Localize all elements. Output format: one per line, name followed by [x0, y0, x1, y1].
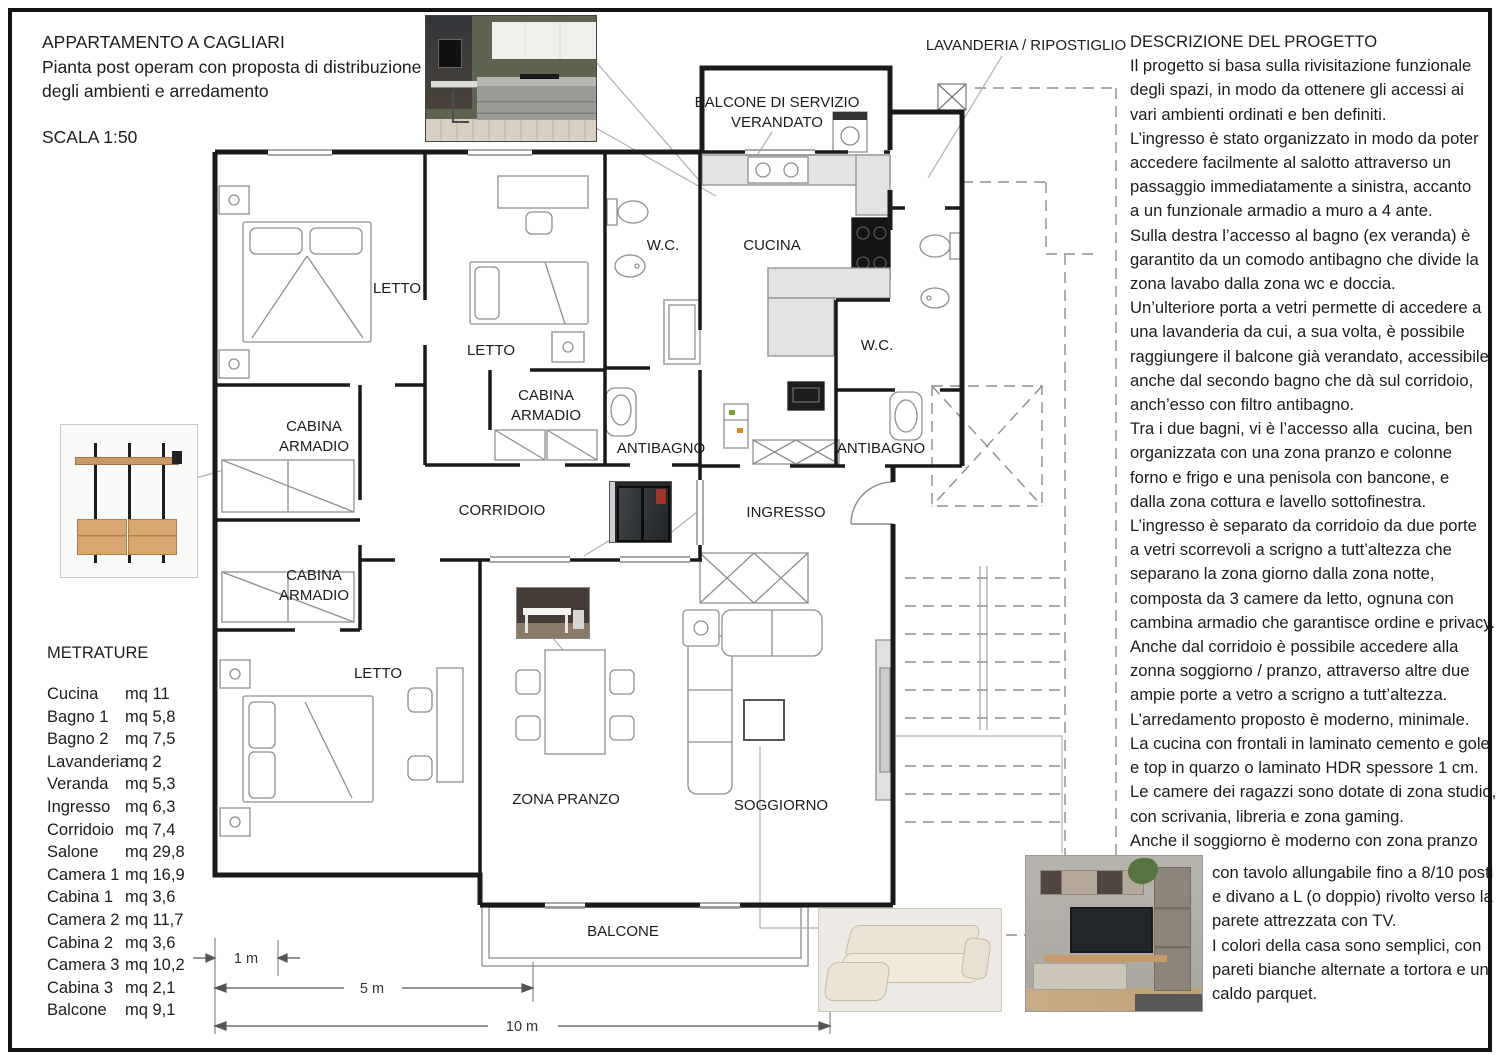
label-corridoio: CORRIDOIO: [458, 502, 546, 519]
description-line: Un’ulteriore porta a vetri permette di accedere a: [1130, 298, 1482, 318]
description-line: organizzata con una zona pranzo e colonne: [1130, 443, 1452, 463]
metrature-row: [47, 708, 237, 731]
metrature-room-name: Bagno 1: [47, 707, 109, 726]
description-line: anch’esso con filtro antibagno.: [1130, 395, 1355, 415]
metrature-row: [47, 753, 237, 776]
metrature-room-area: mq 5,8: [125, 707, 176, 726]
metrature-room-area: mq 10,2: [125, 956, 185, 975]
metrature-room-name: Salone: [47, 843, 99, 862]
dashed-common-areas: [898, 88, 1116, 935]
description-line: pareti bianche alternate a tortora e un: [1212, 959, 1489, 979]
metrature-row: [47, 798, 237, 821]
label-wc-top: W.C.: [646, 237, 680, 254]
metrature-room-name: Cabina 2: [47, 933, 114, 952]
description-line: una lavanderia da cui, a sua volta, è possibile: [1130, 322, 1465, 342]
metrature-room-name: Cucina: [47, 685, 99, 703]
wardrobe-photo: [60, 424, 198, 578]
metrature-room-area: mq 11: [125, 685, 170, 703]
description-line: caldo parquet.: [1212, 984, 1318, 1004]
description-title: DESCRIZIONE DEL PROGETTO: [1130, 32, 1378, 51]
description-line: raggiungere il balcone già verandato, accessibile: [1130, 346, 1489, 366]
metrature-room-area: mq 16,9: [125, 865, 185, 884]
sliding-door-photo: [609, 481, 672, 543]
description-line: zonna soggiorno / pranzo, attraverso altre due: [1130, 661, 1470, 681]
description-line: I colori della casa sono semplici, con: [1212, 935, 1482, 955]
description-line: vari ambienti ordinati e ben definiti.: [1130, 104, 1387, 124]
metrature-row: [47, 730, 237, 753]
metrature-room-name: Camera 3: [47, 956, 120, 975]
metrature-list: [47, 685, 237, 1024]
description-line: a un funzionale armadio a muro a 4 ante.: [1130, 201, 1433, 221]
label-balcone: BALCONE: [587, 923, 659, 940]
description-tail: [1212, 861, 1498, 1006]
description-line: Anche dal corridoio è possibile accedere alla: [1130, 637, 1459, 657]
metrature-row: [47, 911, 237, 934]
metrature-room-name: Corridoio: [47, 820, 114, 839]
description-line: accedere facilmente al salotto attraverso un: [1130, 153, 1451, 173]
page-title: APPARTAMENTO A CAGLIARI: [42, 32, 285, 52]
label-ingresso: INGRESSO: [746, 504, 826, 521]
description-line: Il progetto si basa sulla rivisitazione funzionale: [1130, 56, 1472, 76]
metrature-row: [47, 843, 237, 866]
page-subtitle-2: degli ambienti e arredamento: [42, 81, 269, 101]
description-line: Sulla destra l’accesso al bagno (ex veranda) è: [1130, 225, 1471, 245]
label-cucina: CUCINA: [743, 237, 801, 254]
metrature-room-name: Veranda: [47, 775, 109, 794]
description-body: [1130, 54, 1498, 853]
metrature-row: [47, 821, 237, 844]
metrature-title: METRATURE: [47, 644, 149, 662]
label-antibagno-2: ANTIBAGNO: [836, 440, 926, 457]
metrature-room-name: Cabina 3: [47, 978, 114, 997]
tv-wall-photo: [1025, 855, 1203, 1012]
label-wc-right: W.C.: [860, 337, 894, 354]
label-zona-pranzo: ZONA PRANZO: [512, 791, 620, 808]
shaft-box: [938, 84, 966, 110]
description-line: Le camere dei ragazzi sono dotate di zona studio,: [1130, 782, 1497, 802]
label-cabina1-1: CABINA: [286, 418, 342, 435]
metrature-room-area: mq 5,3: [125, 775, 176, 794]
label-soggiorno: SOGGIORNO: [733, 797, 829, 814]
description-line: parete attrezzata con TV.: [1212, 911, 1397, 931]
label-letto-2: LETTO: [466, 342, 516, 359]
description-line: a vetri scorrevoli a scrigno a tutt’altezza che: [1130, 540, 1452, 560]
description-line: forno e frigo e una penisola con bancone, e: [1130, 467, 1450, 487]
description-line: passaggio immediatamente a sinistra, accanto: [1130, 177, 1472, 197]
description-line: L’ingresso è stato organizzato in modo da poter: [1130, 128, 1479, 148]
metrature-room-name: Cabina 1: [47, 888, 114, 907]
page-subtitle-1: Pianta post operam con proposta di distribuzione: [42, 56, 422, 77]
description-line: con scrivania, libreria e zona gaming.: [1130, 806, 1404, 826]
description-line: cambina armadio che garantisce ordine e privacy.: [1130, 612, 1495, 632]
metrature-room-area: mq 7,4: [125, 820, 176, 839]
description-block: [1130, 30, 1498, 853]
sofa-photo: [818, 908, 1002, 1012]
metrature-row: [47, 1001, 237, 1024]
dimension-10m: 10 m: [505, 1019, 539, 1035]
metrature-room-name: Camera 1: [47, 865, 120, 884]
description-line: La cucina con frontali in laminato cemento e gole: [1130, 733, 1490, 753]
description-line: garantito da un comodo antibagno che divide la: [1130, 249, 1479, 269]
metrature-room-area: mq 2: [125, 752, 162, 771]
metrature-room-area: mq 9,1: [125, 1001, 176, 1020]
metrature-room-area: mq 11,7: [125, 910, 184, 929]
label-cabina3-2: ARMADIO: [278, 587, 350, 604]
metrature-room-area: mq 6,3: [125, 797, 176, 816]
metrature-row: [47, 685, 237, 708]
description-line: composta da 3 camere da letto, ognuna con: [1130, 588, 1454, 608]
label-cabina2-2: ARMADIO: [510, 407, 582, 424]
metrature-row: [47, 956, 237, 979]
description-line: con tavolo allungabile fino a 8/10 posti: [1212, 863, 1494, 882]
metrature-room-name: Ingresso: [47, 797, 111, 816]
metrature-row: [47, 888, 237, 911]
kitchen-photo: [425, 15, 597, 142]
description-line: anche dal secondo bagno che dà sul corridoio,: [1130, 370, 1474, 390]
description-line: e divano a L (o doppio) rivolto verso la: [1212, 887, 1493, 907]
metrature-row: [47, 866, 237, 889]
metrature-row: [47, 775, 237, 798]
label-letto-1: LETTO: [372, 280, 422, 297]
metrature-room-name: Lavanderia: [47, 752, 129, 771]
dining-table-photo: [516, 587, 590, 639]
description-line: L’ingresso è separato da corridoio da due porte: [1130, 516, 1477, 536]
scale-note: SCALA 1:50: [42, 127, 138, 147]
label-letto-3: LETTO: [353, 665, 403, 682]
label-lavanderia-ripostiglio: LAVANDERIA / RIPOSTIGLIO: [925, 37, 1127, 54]
label-antibagno-1: ANTIBAGNO: [616, 440, 706, 457]
description-line: zona lavabo dalla zona wc e doccia.: [1130, 274, 1396, 294]
metrature-room-area: mq 3,6: [125, 888, 176, 907]
label-balcone-servizio-1: BALCONE DI SERVIZIO: [694, 94, 860, 111]
metrature-row: [47, 934, 237, 957]
metrature-room-area: mq 2,1: [125, 978, 176, 997]
description-line: L’arredamento proposto è moderno, minimale.: [1130, 709, 1470, 729]
metrature-room-name: Balcone: [47, 1001, 107, 1020]
metrature-block: [47, 644, 237, 1024]
description-line: dalla zona cottura e lavello sottofinestra.: [1130, 491, 1427, 511]
metrature-row: [47, 979, 237, 1002]
label-cabina2-1: CABINA: [518, 387, 574, 404]
title-block: [42, 30, 462, 104]
metrature-room-area: mq 29,8: [125, 843, 185, 862]
description-line: separano la zona giorno dalla zona notte,: [1130, 564, 1435, 584]
metrature-room-area: mq 7,5: [125, 730, 176, 749]
label-balcone-servizio-2: VERANDATO: [731, 114, 823, 131]
description-line: ampie porte a vetro a scrigno a tutt’altezza.: [1130, 685, 1448, 705]
metrature-room-area: mq 3,6: [125, 933, 176, 952]
metrature-room-name: Bagno 2: [47, 730, 109, 749]
description-line: e top in quarzo o laminato HDR spessore 1 cm.: [1130, 758, 1479, 778]
description-line: Anche il soggiorno è moderno con zona pranzo: [1130, 830, 1478, 850]
label-cabina3-1: CABINA: [286, 567, 342, 584]
description-line: Tra i due bagni, vi è l’accesso alla cucina, ben: [1130, 419, 1473, 439]
metrature-room-name: Camera 2: [47, 910, 120, 929]
furniture: [219, 112, 960, 836]
stair-rail: [980, 566, 987, 730]
description-line: degli spazi, in modo da ottenere gli accessi ai: [1130, 80, 1464, 100]
dimension-5m: 5 m: [359, 981, 385, 997]
label-cabina1-2: ARMADIO: [278, 438, 350, 455]
dimension-1m: 1 m: [233, 951, 259, 967]
